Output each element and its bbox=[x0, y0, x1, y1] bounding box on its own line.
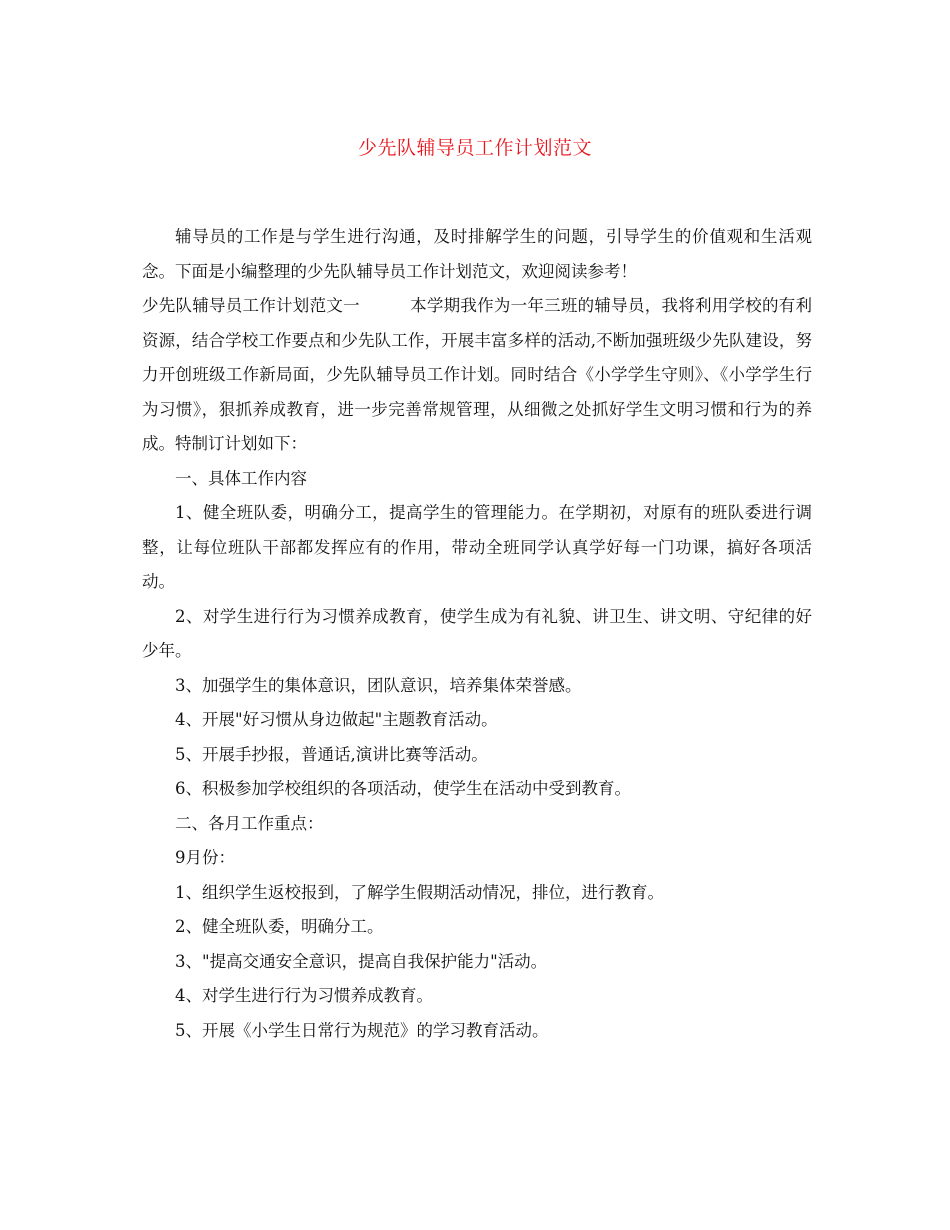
part1-item: 1、健全班队委，明确分工，提高学生的管理能力。在学期初，对原有的班队委进行调整，让每位班队干部都发挥应有的作用，带动全班同学认真学好每一门功课，搞好各项活动。 bbox=[142, 503, 812, 591]
month-item: 4、对学生进行行为习惯养成教育。 bbox=[175, 986, 433, 1005]
month-label: 9月份： bbox=[175, 848, 235, 867]
section-body: 本学期我作为一年三班的辅导员，我将利用学校的有利资源，结合学校工作要点和少先队工作，开展丰富多样的活动,不断加强班级少先队建设，努力开创班级工作新局面，少先队辅导员工作计划。同时结合《小学学生守则》、《小学学生行为习惯》，狠抓养成教育，进一步完善常规管理，从细微之处抓好学生文明习惯和行为的养成。特制订计划如下： bbox=[142, 296, 813, 453]
part1-item: 2、对学生进行行为习惯养成教育，使学生成为有礼貌、讲卫生、讲文明、守纪律的好少年。 bbox=[142, 606, 812, 660]
part1-item: 6、积极参加学校组织的各项活动，使学生在活动中受到教育。 bbox=[175, 779, 631, 798]
page-title: 少先队辅导员工作计划范文 bbox=[357, 137, 592, 159]
month-item: 3、"提高交通安全意识，提高自我保护能力"活动。 bbox=[175, 951, 548, 971]
month-item: 2、健全班队委，明确分工。 bbox=[175, 917, 384, 936]
part1-item: 3、加强学生的集体意识，团队意识，培养集体荣誉感。 bbox=[175, 675, 582, 695]
month-item: 1、组织学生返校报到，了解学生假期活动情况，排位，进行教育。 bbox=[175, 882, 664, 902]
month-item: 5、开展《小学生日常行为规范》的学习教育活动。 bbox=[175, 1020, 549, 1040]
document-body bbox=[142, 220, 812, 1048]
part1-item: 4、开展"好习惯从身边做起"主题教育活动。 bbox=[175, 710, 498, 729]
section-paragraph bbox=[142, 289, 812, 462]
part1-item: 5、开展手抄报，普通话,演讲比赛等活动。 bbox=[175, 744, 488, 764]
part2-heading: 二、各月工作重点： bbox=[175, 813, 324, 833]
part1-heading: 一、具体工作内容 bbox=[175, 468, 307, 488]
intro-paragraph: 辅导员的工作是与学生进行沟通，及时排解学生的问题，引导学生的价值观和生活观念。下面是小编整理的少先队辅导员工作计划范文，欢迎阅读参考！ bbox=[142, 227, 812, 281]
section-heading: 少先队辅导员工作计划范文一 bbox=[142, 296, 360, 315]
